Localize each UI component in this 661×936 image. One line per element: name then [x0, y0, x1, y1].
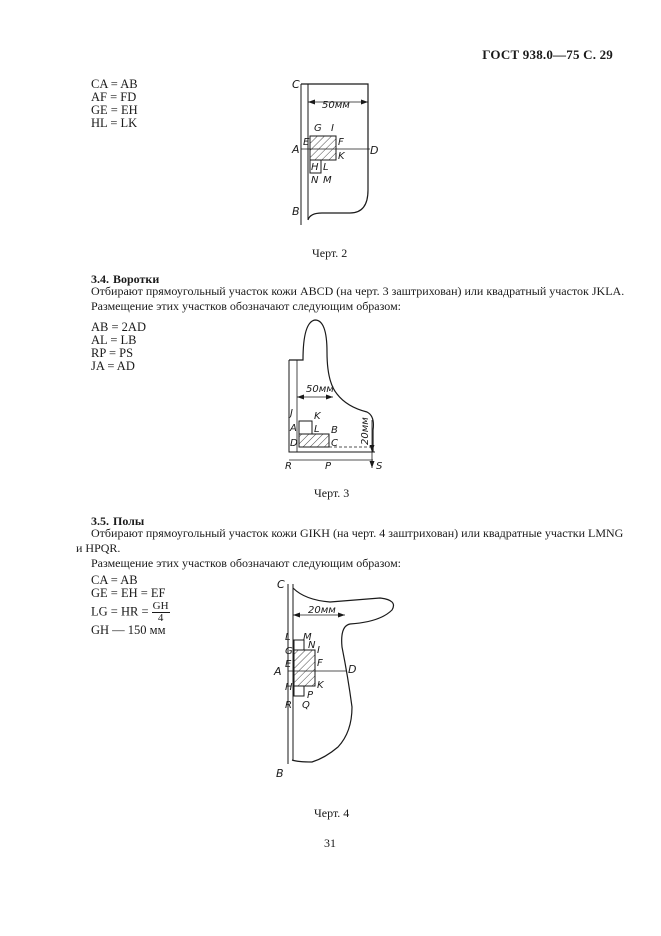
equation [91, 601, 170, 624]
point-label: B [276, 767, 284, 780]
point-label: K [314, 411, 321, 422]
point-label: C [277, 578, 285, 591]
fraction-denominator: 4 [157, 612, 164, 624]
section-paragraph [91, 284, 625, 314]
point-label: J [290, 408, 293, 419]
point-label: L [323, 162, 329, 173]
figure4-caption: Черт. 4 [314, 806, 350, 820]
section-number: 3.4. [91, 272, 109, 286]
point-label: B [292, 205, 300, 218]
paragraph-line: Размещение этих участков обозначают следующим образом: [91, 556, 401, 570]
page-number: 31 [324, 836, 336, 850]
point-label: S [376, 461, 383, 472]
equation: AF = FD [91, 90, 137, 104]
figure4-equations [91, 574, 170, 637]
paragraph-line: Размещение этих участков обозначают следующим образом: [91, 299, 401, 313]
dimension-label: 50мм [322, 100, 350, 111]
point-label: F [338, 137, 344, 148]
paragraph-line: и HPQR. [76, 541, 121, 555]
dimension-label: 50мм [306, 384, 334, 395]
point-label: B [331, 425, 338, 436]
point-label: G [285, 646, 293, 657]
section-paragraph [76, 541, 120, 556]
equation: CA = AB [91, 573, 138, 587]
figure4-diagram [270, 572, 405, 782]
equation: GH — 150 мм [91, 623, 166, 637]
point-label: C [292, 78, 300, 91]
section-paragraph [91, 526, 624, 541]
fraction-numerator: GH [152, 600, 169, 612]
point-label: R [285, 461, 292, 472]
point-label: H [311, 162, 319, 173]
point-label: N [311, 175, 319, 186]
section-number: 3.5. [91, 514, 109, 528]
figure3-caption: Черт. 3 [314, 486, 350, 500]
figure3-equations [91, 321, 146, 373]
point-label: M [303, 632, 312, 643]
point-label: P [307, 690, 314, 701]
point-label: E [285, 659, 292, 670]
point-label: D [290, 438, 298, 449]
equation: HL = LK [91, 116, 138, 130]
point-label: E [303, 137, 310, 148]
point-label: D [348, 663, 357, 676]
point-label: M [323, 175, 332, 186]
fraction [152, 601, 170, 624]
point-label: F [317, 658, 323, 669]
equation: AL = LB [91, 333, 137, 347]
equation: GE = EH [91, 103, 138, 117]
point-label: K [317, 680, 324, 691]
equation: JA = AD [91, 359, 135, 373]
section-title: Воротки [113, 272, 160, 286]
point-label: I [317, 645, 320, 656]
point-label: K [338, 151, 345, 162]
point-label: I [331, 123, 334, 134]
point-label: L [285, 632, 291, 643]
point-label: A [274, 665, 282, 678]
paragraph-line: Отбирают прямоугольный участок кожи ABCD (на черт. 3 заштрихован) или квадратный участок JKLA. [91, 284, 625, 298]
section-title: Полы [113, 514, 145, 528]
figure2-diagram [270, 70, 400, 245]
dimension-label: 20мм [360, 417, 371, 445]
section-paragraph [91, 556, 401, 571]
equation: AB = 2AD [91, 320, 146, 334]
point-label: R [285, 700, 292, 711]
point-label: D [370, 144, 379, 157]
equation-prefix: LG = HR = [91, 604, 149, 619]
paragraph-line: Отбирают прямоугольный участок кожи GIKH (на черт. 4 заштрихован) или квадратные участки LMNG [91, 526, 624, 540]
equation: GE = EH = EF [91, 586, 166, 600]
point-label: P [325, 461, 332, 472]
document-header: ГОСТ 938.0—75 С. 29 [482, 47, 613, 62]
point-label: G [314, 123, 322, 134]
point-label: N [308, 640, 316, 651]
figure2-equations [91, 78, 138, 130]
figure2-caption: Черт. 2 [312, 246, 348, 260]
point-label: L [314, 424, 320, 435]
figure3-diagram [275, 312, 400, 472]
point-label: Q [302, 700, 310, 711]
equation: RP = PS [91, 346, 134, 360]
point-label: A [290, 423, 297, 434]
point-label: C [331, 438, 338, 449]
point-label: A [292, 143, 300, 156]
point-label: H [285, 682, 293, 693]
equation: CA = AB [91, 77, 138, 91]
dimension-label: 20мм [308, 605, 336, 616]
